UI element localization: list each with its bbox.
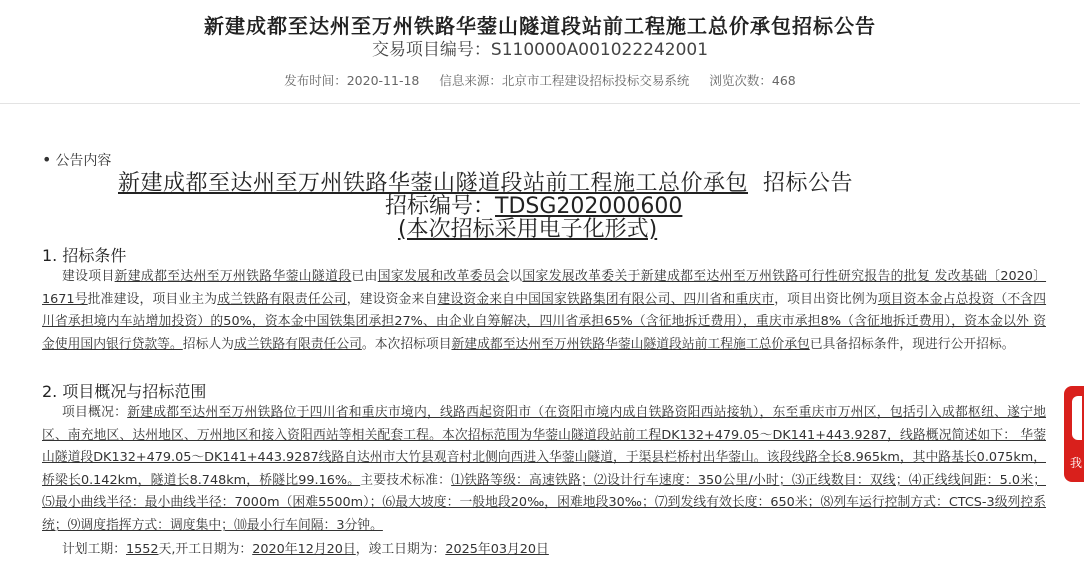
s1-text-6: ，项目出资比例为 [774, 291, 878, 307]
publish-time: 发布时间：2020-11-18 [284, 73, 420, 88]
s2-text-5: ，竣工日期为： [355, 542, 446, 557]
bullet-icon: • [42, 150, 52, 169]
s1-text-7: 招标人为 [182, 336, 234, 352]
s1-owner: 成兰铁路有限责任公司 [217, 291, 347, 307]
side-float-icon [1072, 396, 1082, 440]
view-count-value: 468 [771, 73, 796, 88]
announcement-title [100, 172, 1020, 196]
s1-approver: 国家发展和改革委员会 [377, 269, 510, 284]
s1-fund-source: 建设资金来自中国国家铁路集团有限公司、四川省和重庆市 [437, 291, 775, 307]
section-label [42, 150, 111, 170]
s2-end-date: 2025年03月20日 [445, 542, 549, 557]
s2-text-2: 主要技术标准： [360, 472, 452, 488]
s1-item: 新建成都至达州至万州铁路华蓥山隧道段站前工程施工总价承包 [451, 336, 810, 352]
section-2-schedule [42, 539, 1046, 562]
s1-text-8: 。本次招标项目 [361, 336, 452, 352]
view-count [709, 73, 795, 88]
section-label-text: 公告内容 [55, 153, 112, 169]
s1-text-3: 以 [509, 269, 523, 284]
announcement-code-value: TDSG202000600 [495, 194, 683, 219]
s2-text-4: 天,开工日期为： [158, 542, 253, 557]
s1-text-5: ，建设资金来自 [346, 291, 438, 307]
s1-text-4: 批准建设，项目业主为 [87, 291, 218, 307]
announcement-title-suffix: 招标公告 [763, 171, 854, 196]
announcement-title-main: 新建成都至达州至万州铁路华蓥山隧道段站前工程施工总价承包 [118, 171, 749, 196]
section-1-heading: 1. 招标条件 [42, 246, 127, 265]
section-2-paragraph [42, 402, 1046, 538]
s1-project: 新建成都至达州至万州铁路华蓥山隧道段 [114, 269, 352, 284]
side-float-button[interactable] [1064, 386, 1084, 482]
announcement-mode-text: (本次招标采用电子化形式) [398, 217, 658, 242]
meta-bar [0, 71, 1080, 89]
info-source: 信息来源：北京市工程建设招标投标交易系统 [439, 73, 690, 88]
s1-ratio: 项目资本金占总投资（不含四川省承担境内车站增加投资）的50%，资本金中国铁集团承担27%、由企业自筹解决，四川省承担65%（含征地拆迁费用），重庆市承担8%（含征地拆迁费用），资本金以外 资金使用国内银行贷款等。 [42, 291, 1047, 352]
announcement-mode [398, 218, 657, 242]
s2-start-date: 2020年12月20日 [252, 542, 356, 557]
s1-text-1: 建设项目 [62, 269, 115, 284]
project-number: 交易项目编号：S110000A001022242001 [371, 40, 709, 60]
section-1-paragraph [42, 266, 1046, 356]
s2-text-3: 计划工期： [62, 542, 126, 557]
divider [0, 103, 1080, 104]
page-title: 新建成都至达州至万州铁路华蓥山隧道段站前工程施工总价承包招标公告 [204, 14, 876, 38]
view-count-label: 浏览次数： [709, 73, 772, 88]
announcement-code-label: 招标编号： [385, 194, 496, 219]
s1-text-2: 已由 [351, 269, 378, 284]
announcement-code [385, 195, 682, 219]
s2-text-1: 项目概况： [62, 405, 128, 420]
s1-approval-doc: 国家发展改革委关于新建成都至达州至万州铁路可行性研究报告的批复 发改基础〔2020〕1671号 [42, 269, 1047, 307]
s1-text-9: 已具备招标条件，现进行公开招标。 [809, 336, 1015, 352]
s2-duration: 1552 [125, 542, 159, 557]
s2-standards: ⑴铁路等级：高速铁路；⑵设计行车速度：350公里/小时；⑶正线数目：双线；⑷正线线间距：5.0米；⑸最小曲线半径：最小曲线半径：7000m（困难5500m）；⑹最大坡度：一般地段20‰，困难地段30‰；⑺到发线有效长度：650米；⑻列车运行控制方式：CTCS-3级列控系统；⑼调度指挥方式：调度集中；⑽最小行车间隔：3分钟。 [42, 472, 1046, 533]
s2-overview: 新建成都至达州至万州铁路位于四川省和重庆市境内，线路西起资阳市（在资阳市境内成自铁路资阳西站接轨），东至重庆市万州区，包括引入成都枢纽、遂宁地区、南充地区、达州地区、万州地区和接入资阳西站等相关配套工程。本次招标范围为华蓥山隧道段站前工程DK132+479.05～DK141+443.9287，线路概况简述如下： 华蓥山隧道段DK132+479.05～DK141+443.9287线路自达州市大竹县观音村北侧向西进入华蓥山隧道，于渠县栏桥村出华蓥山。该段线路全长8.965km，其中路基长0.075km，桥梁长0.142km，隧道长8.748km，桥隧比99.16%。 [42, 405, 1047, 488]
side-float-label: 我 [1070, 456, 1083, 470]
section-2-heading: 2. 项目概况与招标范围 [42, 382, 207, 401]
s1-tenderer: 成兰铁路有限责任公司 [233, 336, 362, 352]
